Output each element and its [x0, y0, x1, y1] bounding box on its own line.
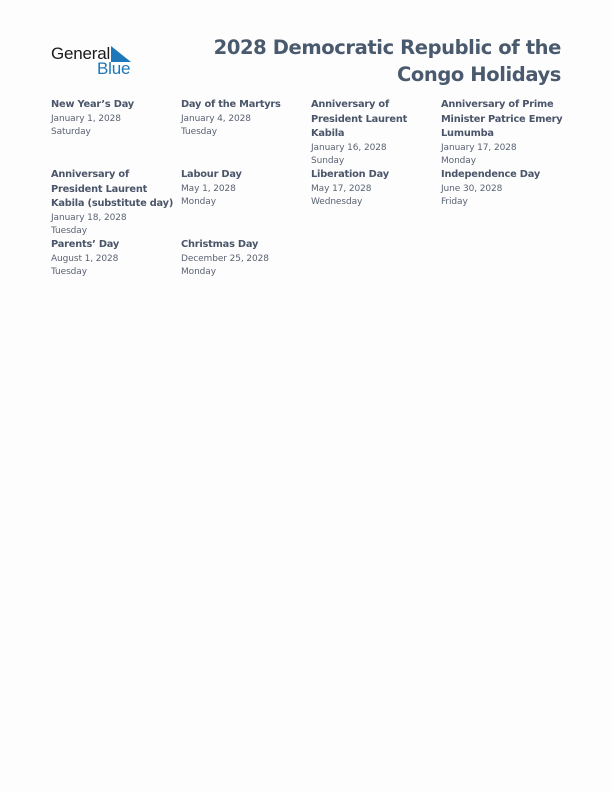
holiday-date: January 16, 2028 — [311, 142, 387, 153]
holiday-name: Anniversary of Prime Minister Patrice Emery Lumumba — [441, 99, 563, 139]
holiday-entry — [181, 168, 306, 210]
holiday-entry — [51, 98, 176, 140]
holiday-weekday: Monday — [181, 197, 216, 208]
holiday-weekday: Sunday — [311, 156, 345, 167]
holiday-date: January 18, 2028 — [51, 212, 127, 223]
holiday-weekday: Monday — [441, 156, 476, 167]
logo-text-general: General — [51, 44, 111, 63]
holiday-entry — [51, 238, 176, 280]
holiday-entry — [311, 98, 436, 169]
logo-text-blue: Blue — [97, 59, 131, 78]
holiday-date: January 1, 2028 — [51, 113, 121, 124]
holiday-date: August 1, 2028 — [51, 253, 119, 264]
holiday-entry — [51, 168, 176, 239]
holiday-weekday: Tuesday — [181, 127, 217, 138]
holiday-name: Liberation Day — [311, 169, 389, 180]
holiday-name: Independence Day — [441, 169, 541, 180]
holiday-date: May 1, 2028 — [181, 183, 236, 194]
holiday-name: Labour Day — [181, 169, 242, 180]
holiday-weekday: Monday — [181, 267, 216, 278]
holiday-entry — [181, 238, 306, 280]
holiday-date: June 30, 2028 — [441, 183, 503, 194]
holiday-name: Day of the Martyrs — [181, 99, 281, 110]
holiday-entry — [441, 168, 566, 210]
holiday-weekday: Tuesday — [51, 267, 87, 278]
holiday-weekday: Wednesday — [311, 197, 363, 208]
holiday-weekday: Tuesday — [51, 226, 87, 237]
holiday-date: May 17, 2028 — [311, 183, 372, 194]
holiday-entry — [441, 98, 566, 169]
page-title: 2028 Democratic Republic of the Congo Holidays — [213, 36, 561, 86]
holiday-date: December 25, 2028 — [181, 253, 269, 264]
holiday-entry — [311, 168, 436, 210]
holiday-name: New Year’s Day — [51, 99, 134, 110]
holiday-weekday: Friday — [441, 197, 468, 208]
holiday-name: Christmas Day — [181, 239, 259, 250]
holiday-entry — [181, 98, 306, 140]
holiday-name: Anniversary of President Laurent Kabila — [311, 99, 408, 139]
holiday-name: Anniversary of President Laurent Kabila (substitute day) — [51, 169, 174, 209]
generalblue-logo — [51, 44, 141, 78]
holiday-weekday: Saturday — [51, 127, 91, 138]
holiday-name: Parents’ Day — [51, 239, 120, 250]
holiday-date: January 4, 2028 — [181, 113, 251, 124]
holiday-date: January 17, 2028 — [441, 142, 517, 153]
